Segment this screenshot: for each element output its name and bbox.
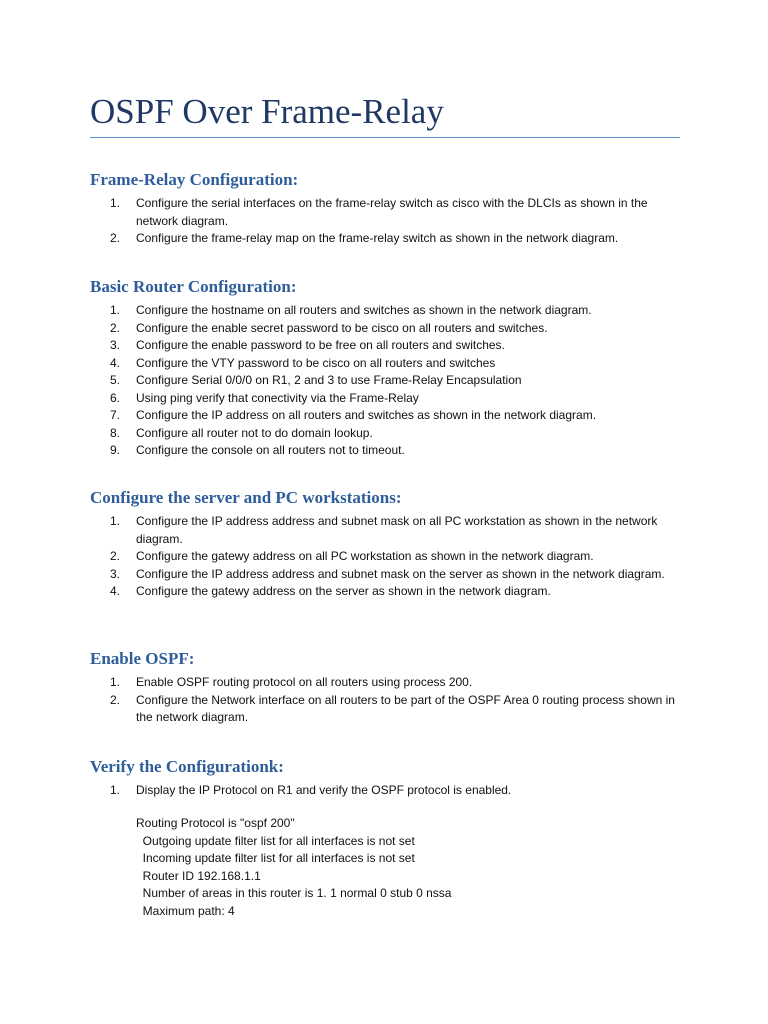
list-item xyxy=(90,230,690,248)
list-item-number: 8. xyxy=(110,425,121,440)
list-item-number: 3. xyxy=(110,338,121,352)
list-item-number: 1. xyxy=(110,303,121,317)
list-item-number: 1. xyxy=(110,675,121,689)
list-item-number: 4. xyxy=(110,584,121,598)
section-frame-relay-configuration xyxy=(90,170,690,248)
list-item-text: Configure the console on all routers not to timeout. xyxy=(136,443,405,457)
list-item-text: Configure all router not to do domain lookup. xyxy=(136,425,373,440)
section-configure-server-and-pc xyxy=(90,488,690,601)
list-item-text: Configure the VTY password to be cisco on all routers and switches xyxy=(136,355,496,370)
list-item xyxy=(90,372,690,390)
list-item-text: Configure the enable password to be free on all routers and switches. xyxy=(136,338,505,352)
list-item-text: Configure the Network interface on all routers to be part of the OSPF Area 0 routing process shown in the network diagram. xyxy=(136,692,675,724)
title-underline xyxy=(90,137,680,138)
output-line: Maximum path: 4 xyxy=(136,903,235,918)
numbered-list xyxy=(90,674,690,727)
list-item-number: 3. xyxy=(110,566,121,581)
list-item-text: Using ping verify that conectivity via the Frame-Relay xyxy=(136,390,419,405)
list-item-number: 7. xyxy=(110,408,121,422)
list-item xyxy=(90,407,690,425)
list-item-number: 2. xyxy=(110,692,121,707)
output-line: Router ID 192.168.1.1 xyxy=(136,868,261,883)
list-item xyxy=(90,195,690,230)
section-basic-router-configuration xyxy=(90,277,690,460)
list-item-number: 1. xyxy=(110,783,121,797)
list-item-text: Configure the frame-relay map on the frame-relay switch as shown in the network diagram. xyxy=(136,231,619,245)
list-item-number: 2. xyxy=(110,320,121,335)
list-item-text: Enable OSPF routing protocol on all routers using process 200. xyxy=(136,675,473,689)
list-item-number: 4. xyxy=(110,355,121,370)
output-line: Outgoing update filter list for all interfaces is not set xyxy=(136,833,415,848)
section-enable-ospf xyxy=(90,649,690,727)
list-item-text: Configure the IP address on all routers and switches as shown in the network diagram. xyxy=(136,408,597,422)
list-item xyxy=(90,355,690,373)
list-item-number: 2. xyxy=(110,231,121,245)
list-item-text: Configure the enable secret password to be cisco on all routers and switches. xyxy=(136,320,548,335)
list-item xyxy=(90,320,690,338)
list-item-number: 5. xyxy=(110,373,121,387)
command-output xyxy=(136,815,451,920)
list-item-text: Configure the IP address address and subnet mask on the server as shown in the network diagram. xyxy=(136,566,665,581)
section-heading: Basic Router Configuration: xyxy=(90,277,297,296)
section-heading: Frame-Relay Configuration: xyxy=(90,170,299,189)
list-item-text: Configure the gatewy address on all PC workstation as shown in the network diagram. xyxy=(136,549,594,563)
list-item-text: Configure the gatewy address on the server as shown in the network diagram. xyxy=(136,584,551,598)
list-item xyxy=(90,566,690,584)
numbered-list xyxy=(90,782,690,800)
list-item-text: Configure the serial interfaces on the frame-relay switch as cisco with the DLCIs as shown in the network diagram. xyxy=(136,196,648,228)
list-item xyxy=(90,674,690,692)
list-item xyxy=(90,425,690,443)
list-item xyxy=(90,513,690,548)
list-item xyxy=(90,302,690,320)
section-heading: Configure the server and PC workstations: xyxy=(90,488,402,507)
output-line: Incoming update filter list for all interfaces is not set xyxy=(136,851,415,865)
section-heading: Verify the Configurationk: xyxy=(90,757,284,776)
numbered-list xyxy=(90,513,690,601)
output-line: Number of areas in this router is 1. 1 normal 0 stub 0 nssa xyxy=(136,886,452,900)
list-item-number: 1. xyxy=(110,196,121,210)
list-item-number: 1. xyxy=(110,514,121,528)
list-item-text: Configure the IP address address and subnet mask on all PC workstation as shown in the network diagram. xyxy=(136,514,658,546)
list-item-text: Configure Serial 0/0/0 on R1, 2 and 3 to use Frame-Relay Encapsulation xyxy=(136,373,522,387)
list-item xyxy=(90,692,690,727)
list-item-number: 9. xyxy=(110,443,121,457)
list-item xyxy=(90,583,690,601)
numbered-list xyxy=(90,302,690,460)
list-item xyxy=(90,782,690,800)
numbered-list xyxy=(90,195,690,248)
list-item xyxy=(90,390,690,408)
list-item xyxy=(90,337,690,355)
list-item-text: Configure the hostname on all routers and switches as shown in the network diagram. xyxy=(136,303,592,317)
document-title: OSPF Over Frame-Relay xyxy=(90,92,444,131)
section-heading: Enable OSPF: xyxy=(90,649,195,668)
list-item xyxy=(90,442,690,460)
section-verify-configuration xyxy=(90,757,690,800)
list-item xyxy=(90,548,690,566)
list-item-number: 2. xyxy=(110,549,121,563)
list-item-number: 6. xyxy=(110,390,121,405)
list-item-text: Display the IP Protocol on R1 and verify the OSPF protocol is enabled. xyxy=(136,783,512,797)
output-line: Routing Protocol is "ospf 200" xyxy=(136,816,295,830)
